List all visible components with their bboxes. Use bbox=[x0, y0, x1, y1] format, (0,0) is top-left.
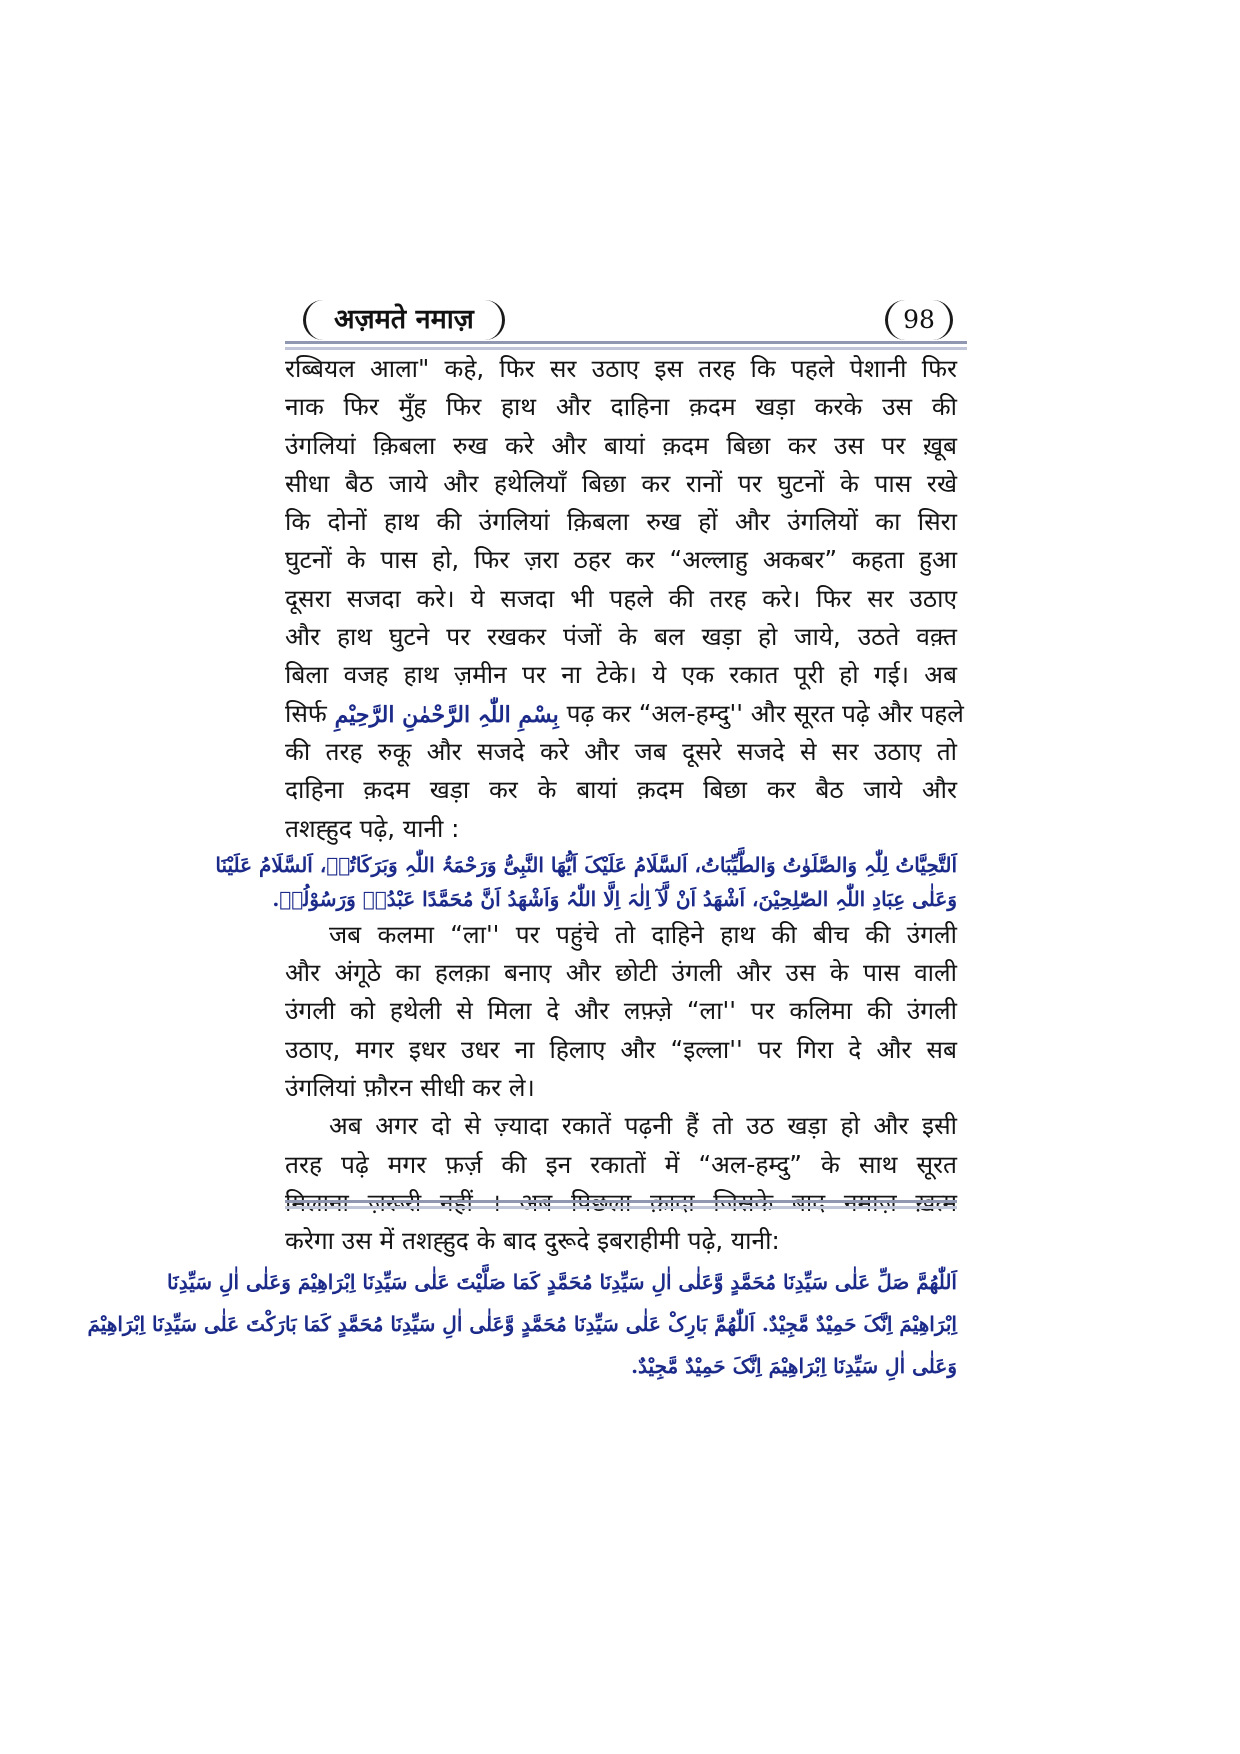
bismillah-before: सिर्फ bbox=[285, 698, 327, 728]
text-line: बिला वजह हाथ ज़मीन पर ना टेके। ये एक रकात पूरी हो गई। अब bbox=[285, 660, 957, 690]
page-header bbox=[285, 300, 967, 350]
text-line: उंगलियां क़िबला रुख करे और बायां क़दम बिछा कर उस पर ख़ूब bbox=[285, 430, 957, 460]
text-line: दूसरा सजदा करे। ये सजदा भी पहले की तरह करे। फिर सर उठाए bbox=[285, 583, 957, 613]
book-title: अज़मते नमाज़ bbox=[303, 300, 505, 340]
text-line: उंगलियां फ़ौरन सीधी कर ले। bbox=[285, 1073, 535, 1103]
text-line: कि दोनों हाथ की उंगलियां क़िबला रुख हों और उंगलियों का सिरा bbox=[285, 507, 957, 537]
text-line: की तरह रुकू और सजदे करे और जब दूसरे सजदे से सर उठाए तो bbox=[285, 736, 957, 766]
bismillah-line bbox=[285, 695, 964, 733]
durood-line: اِبْرَاھِیْمَ اِنَّکَ حَمِیْدٌ مَّجِیْدٌ. اَللّٰھُمَّ بَارِکْ عَلٰی سَیِّدِنَا مُحَمَّدٍ وَّعَلٰی اٰلِ سَیِّدِنَا مُحَمَّدٍ کَمَا بَارَکْتَ عَلٰی سَیِّدِنَا اِبْرَاھِیْمَ bbox=[87, 1311, 957, 1336]
text-line: और अंगूठे का हलक़ा बनाए और छोटी उंगली और उस के पास वाली bbox=[285, 958, 957, 988]
page-body bbox=[87, 350, 964, 1387]
text-line: जब कलमा “ला'' पर पहुंचे तो दाहिने हाथ की बीच की उंगली bbox=[329, 919, 957, 949]
text-line: दाहिना क़दम खड़ा कर के बायां क़दम बिछा कर बैठ जाये और bbox=[285, 775, 957, 805]
footer-rule-light bbox=[285, 1206, 957, 1209]
text-line: सीधा बैठ जाये और हथेलियाँ बिछा कर रानों पर घुटनों के पास रखे bbox=[285, 468, 957, 498]
header-rule bbox=[285, 341, 967, 344]
text-line: अब अगर दो से ज़्यादा रकातें पढ़नी हैं तो उठ खड़ा हो और इसी bbox=[329, 1111, 957, 1141]
bismillah-arabic: بِسْمِ اللّٰہِ الرَّحْمٰنِ الرَّحِیْمِ bbox=[334, 701, 559, 728]
tashahhud-line: اَلتَّحِیَّاتُ لِلّٰہِ وَالصَّلَوٰتُ وَالطَّیِّبَاتُ، اَلسَّلَامُ عَلَیْکَ اَیُّھَا النَّبِیُّ وَرَحْمَۃُ اللّٰہِ وَبَرَکَاتُہٗ، اَلسَّلَامُ عَلَیْنَا bbox=[215, 852, 957, 877]
durood-line: وَعَلٰی اٰلِ سَیِّدِنَا اِبْرَاھِیْمَ اِنَّکَ حَمِیْدٌ مَّجِیْدٌ. bbox=[631, 1353, 957, 1378]
durood-line: اَللّٰھُمَّ صَلِّ عَلٰی سَیِّدِنَا مُحَمَّدٍ وَّعَلٰی اٰلِ سَیِّدِنَا مُحَمَّدٍ کَمَا صَلَّیْتَ عَلٰی سَیِّدِنَا اِبْرَاھِیْمَ وَعَلٰی اٰلِ سَیِّدِنَا bbox=[167, 1269, 957, 1294]
text-line: तरह पढ़े मगर फ़र्ज़ की इन रकातों में “अल-हम्दु” के साथ सूरत bbox=[285, 1149, 957, 1179]
text-line: घुटनों के पास हो, फिर ज़रा ठहर कर “अल्लाहु अकबर” कहता हुआ bbox=[285, 545, 957, 575]
text-line: उठाए, मगर इधर उधर ना हिलाए और “इल्ला'' पर गिरा दे और सब bbox=[285, 1034, 957, 1064]
text-line: और हाथ घुटने पर रखकर पंजों के बल खड़ा हो जाये, उठते वक़्त bbox=[285, 622, 957, 652]
text-line: तशह्हुद पढ़े, यानी : bbox=[285, 813, 460, 843]
text-line: करेगा उस में तशह्हुद के बाद दुरूदे इबराहीमी पढ़े, यानी: bbox=[285, 1226, 780, 1256]
text-line: रब्बियल आला" कहे, फिर सर उठाए इस तरह कि पहले पेशानी फिर bbox=[285, 354, 957, 383]
bismillah-after: पढ़ कर “अल-हम्दु'' और सूरत पढ़े और पहले bbox=[566, 698, 964, 728]
text-line: नाक फिर मुँह फिर हाथ और दाहिना क़दम खड़ा करके उस की bbox=[285, 392, 957, 422]
tashahhud-line: وَعَلٰی عِبَادِ اللّٰہِ الصّٰلِحِیْنَ، اَشْھَدُ اَنْ لَّآ اِلٰہَ اِلَّا اللّٰہُ وَاَشْھَدُ اَنَّ مُحَمَّدًا عَبْدُہٗ وَرَسُوْلُہٗ. bbox=[272, 886, 957, 911]
footer-rule bbox=[285, 1200, 957, 1203]
page-number: 98 bbox=[885, 300, 953, 340]
text-line bbox=[285, 1184, 957, 1222]
text-line: उंगली को हथेली से मिला दे और लफ़्ज़े “ला'' पर कलिमा की उंगली bbox=[285, 996, 957, 1026]
